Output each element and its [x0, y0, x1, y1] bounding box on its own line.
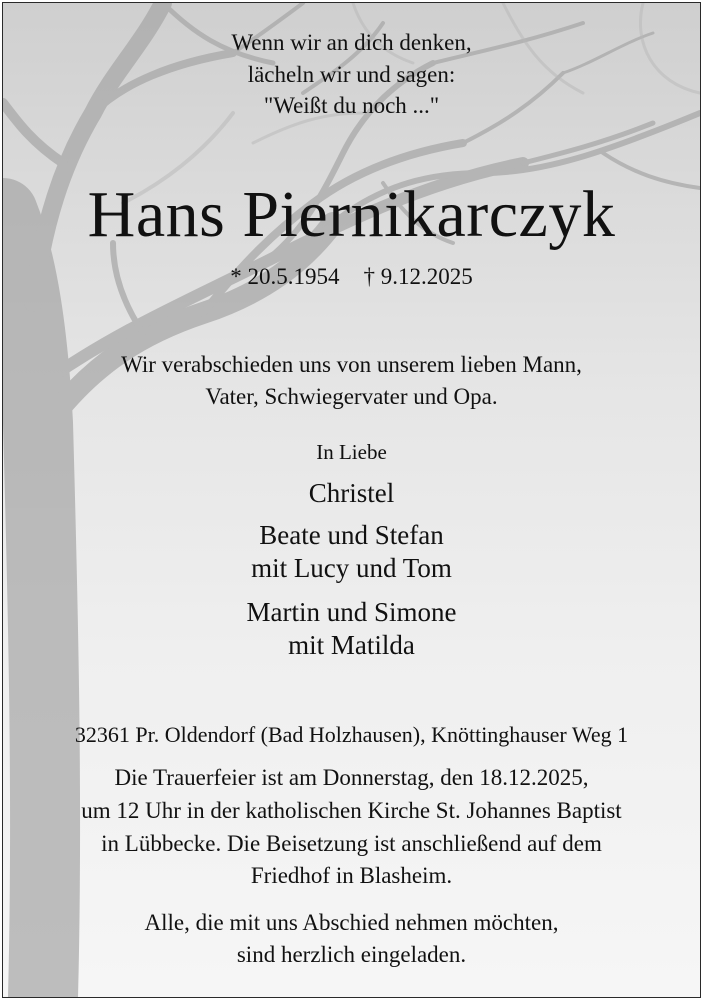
obituary-notice: [2, 2, 701, 998]
death-date: † 9.12.2025: [363, 264, 473, 289]
family-group-3-line-2: mit Matilda: [288, 630, 415, 660]
poem-line-1: Wenn wir an dich denken,: [231, 30, 472, 55]
farewell-line-2: Vater, Schwiegervater und Opa.: [205, 384, 498, 409]
family-group-2-line-2: mit Lucy und Tom: [251, 553, 452, 583]
farewell-line-1: Wir verabschieden uns von unserem lieben Mann,: [121, 352, 582, 377]
poem-line-3: "Weißt du noch ...": [263, 93, 440, 118]
service-line-3: in Lübbecke. Die Beisetzung ist anschließend auf dem: [101, 831, 602, 856]
service-line-4: Friedhof in Blasheim.: [250, 863, 453, 888]
birth-date: * 20.5.1954: [230, 264, 340, 289]
address: 32361 Pr. Oldendorf (Bad Holzhausen), Knöttinghauser Weg 1: [74, 722, 629, 747]
family-group-2-line-1: Beate und Stefan: [259, 520, 444, 550]
life-dates: [3, 263, 700, 291]
closing-line-1: Alle, die mit uns Abschied nehmen möchten,: [144, 910, 559, 935]
service-line-1: Die Trauerfeier ist am Donnerstag, den 18.12.2025,: [114, 765, 589, 790]
service-line-2: um 12 Uhr in der katholischen Kirche St. Johannes Baptist: [81, 798, 622, 823]
deceased-name: Hans Piernikarczyk: [87, 178, 616, 251]
closing-line-2: sind herzlich eingeladen.: [236, 942, 467, 967]
in-love-label: In Liebe: [316, 440, 387, 464]
family-group-1-line-1: Christel: [308, 478, 395, 508]
poem-line-2: lächeln wir und sagen:: [247, 62, 456, 87]
family-group-3-line-1: Martin und Simone: [246, 597, 457, 627]
